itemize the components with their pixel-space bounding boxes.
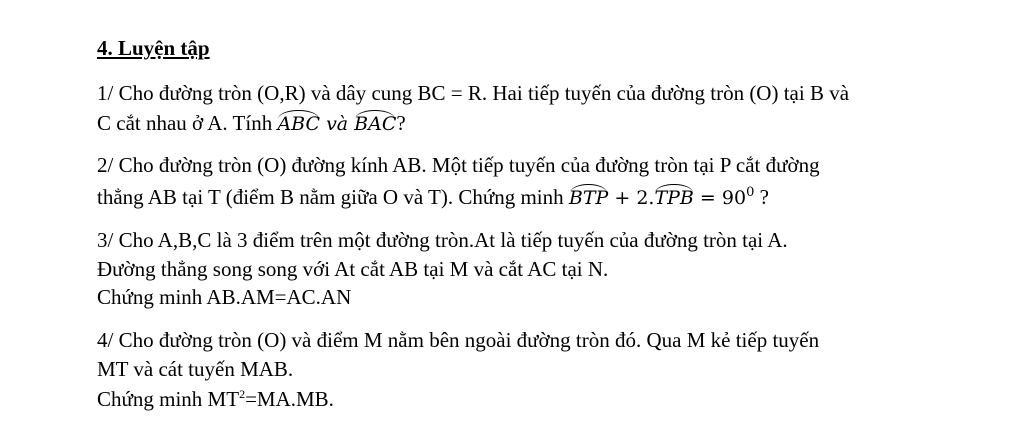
exercise-4-line-2: MT và cát tuyến MAB.: [97, 357, 294, 381]
exercise-1-question-mark: ?: [396, 111, 406, 135]
exercise-1-text-a: C cắt nhau ở A. Tính: [97, 111, 278, 135]
exercise-2-line-1: 2/ Cho đường tròn (O) đường kính AB. Một tiếp tuyến của đường tròn tại P cắt đường: [97, 153, 820, 177]
exercise-3-line-1: 3/ Cho A,B,C là 3 điểm trên một đường tròn.At là tiếp tuyến của đường tròn tại A.: [97, 228, 788, 252]
exercise-3-line-3: Chứng minh AB.AM=AC.AN: [97, 285, 352, 309]
exercise-1-text-b: và: [320, 113, 355, 135]
exercise-2-question-mark: ?: [754, 185, 769, 209]
exercise-1-line-2: [97, 113, 406, 134]
angle-abc: ABC: [277, 113, 321, 135]
exercise-4-line-3: [97, 388, 334, 410]
exercise-1-line-1: 1/ Cho đường tròn (O,R) và dây cung BC = R. Hai tiếp tuyến của đường tròn (O) tại B và: [97, 81, 850, 105]
angle-btp: BTP: [568, 187, 609, 209]
exercise-4-line-1: 4/ Cho đường tròn (O) và điểm M nằm bên ngoài đường tròn đó. Qua M kẻ tiếp tuyến: [97, 328, 820, 352]
math-equals: = 90: [693, 187, 747, 209]
angle-bac: BAC: [354, 113, 397, 135]
angle-tpb: TPB: [654, 187, 694, 209]
exercise-3-line-2: Đường thẳng song song với At cắt AB tại M và cắt AC tại N.: [97, 257, 609, 281]
degree-superscript: 0: [746, 185, 755, 200]
exercise-4-text-a: Chứng minh MT: [97, 387, 240, 411]
section-heading: 4. Luyện tập: [97, 36, 210, 60]
math-plus: + 2.: [608, 187, 655, 209]
exercise-2-line-2: [97, 186, 769, 208]
squared-superscript: 2: [239, 387, 246, 401]
exercise-2-text-a: thẳng AB tại T (điểm B nằm giữa O và T). Chứng minh: [97, 185, 569, 209]
exercise-4-text-b: =MA.MB.: [245, 387, 334, 411]
